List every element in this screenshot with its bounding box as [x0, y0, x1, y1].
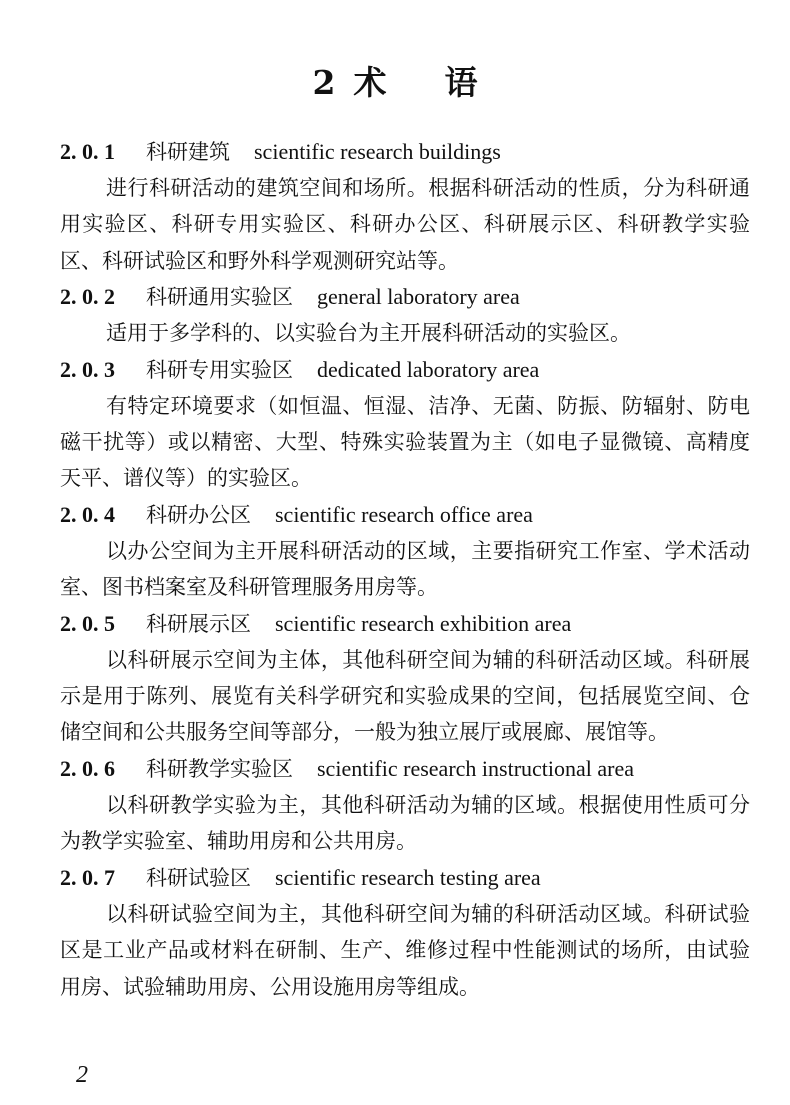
term-number: 2. 0. 4 — [60, 501, 115, 527]
term-number: 2. 0. 2 — [60, 284, 115, 310]
term-heading — [60, 751, 750, 787]
term-english-name: scientific research buildings — [254, 139, 501, 164]
term-definition: 适用于多学科的、以实验台为主开展科研活动的实验区。 — [106, 321, 631, 346]
term-definition: 以办公空间为主开展科研活动的区域，主要指研究工作室、学术活动室、图书档案室及科研管理服务用房等。 — [60, 538, 750, 600]
term-heading — [60, 279, 750, 315]
term-chinese-name: 科研教学实验区 — [146, 756, 293, 781]
term-definition: 进行科研活动的建筑空间和场所。根据科研活动的性质，分为科研通用实验区、科研专用实验区、科研办公区、科研展示区、科研教学实验区、科研试验区和野外科学观测研究站等。 — [60, 176, 750, 273]
term-entry — [60, 352, 750, 497]
chapter-title — [0, 60, 790, 106]
term-number: 2. 0. 7 — [60, 864, 115, 890]
term-heading — [60, 134, 750, 170]
term-entry — [60, 860, 750, 1005]
term-entry — [60, 751, 750, 860]
term-chinese-name: 科研展示区 — [146, 611, 251, 636]
term-definition: 以科研试验空间为主，其他科研空间为辅的科研活动区域。科研试验区是工业产品或材料在研制、生产、维修过程中性能测试的场所，由试验用房、试验辅助用房、公用设施用房等组成。 — [60, 901, 750, 999]
chapter-number: 2 — [312, 63, 336, 103]
term-entry — [60, 606, 750, 751]
term-english-name: general laboratory area — [317, 284, 520, 310]
term-definition: 有特定环境要求（如恒温、恒湿、洁净、无菌、防振、防辐射、防电磁干扰等）或以精密、大型、特殊实验装置为主（如电子显微镜、高精度天平、谱仪等）的实验区。 — [60, 393, 750, 491]
term-definition: 以科研展示空间为主体，其他科研空间为辅的科研活动区域。科研展示是用于陈列、展览有关科学研究和实验成果的空间，包括展览空间、仓储空间和公共服务空间等部分，一般为独立展厅或展廊、展馆等。 — [60, 647, 750, 745]
terms-list — [60, 134, 750, 1005]
term-number: 2. 0. 3 — [60, 356, 115, 382]
term-english-name: scientific research exhibition area — [275, 610, 572, 636]
term-chinese-name: 科研专用实验区 — [146, 357, 293, 382]
term-heading — [60, 352, 750, 388]
term-number: 2. 0. 1 — [60, 139, 115, 164]
term-chinese-name: 科研建筑 — [146, 140, 230, 164]
term-chinese-name: 科研通用实验区 — [146, 285, 293, 310]
chapter-title-char-1: 术 — [353, 63, 387, 103]
term-english-name: scientific research testing area — [275, 864, 541, 890]
chapter-title-char-2: 语 — [444, 63, 478, 103]
term-entry — [60, 279, 750, 351]
term-english-name: dedicated laboratory area — [317, 356, 540, 382]
term-definition: 以科研教学实验为主，其他科研活动为辅的区域。根据使用性质可分为教学实验室、辅助用房和公共用房。 — [60, 792, 750, 854]
term-chinese-name: 科研办公区 — [146, 502, 251, 527]
term-english-name: scientific research office area — [275, 501, 533, 527]
term-heading — [60, 606, 750, 642]
term-number: 2. 0. 6 — [60, 755, 115, 781]
page-number: 2 — [76, 1062, 88, 1088]
term-heading — [60, 860, 750, 896]
term-chinese-name: 科研试验区 — [146, 865, 251, 890]
term-heading — [60, 497, 750, 533]
term-number: 2. 0. 5 — [60, 610, 115, 636]
term-english-name: scientific research instructional area — [317, 755, 635, 781]
term-entry — [60, 134, 750, 279]
term-entry — [60, 497, 750, 606]
